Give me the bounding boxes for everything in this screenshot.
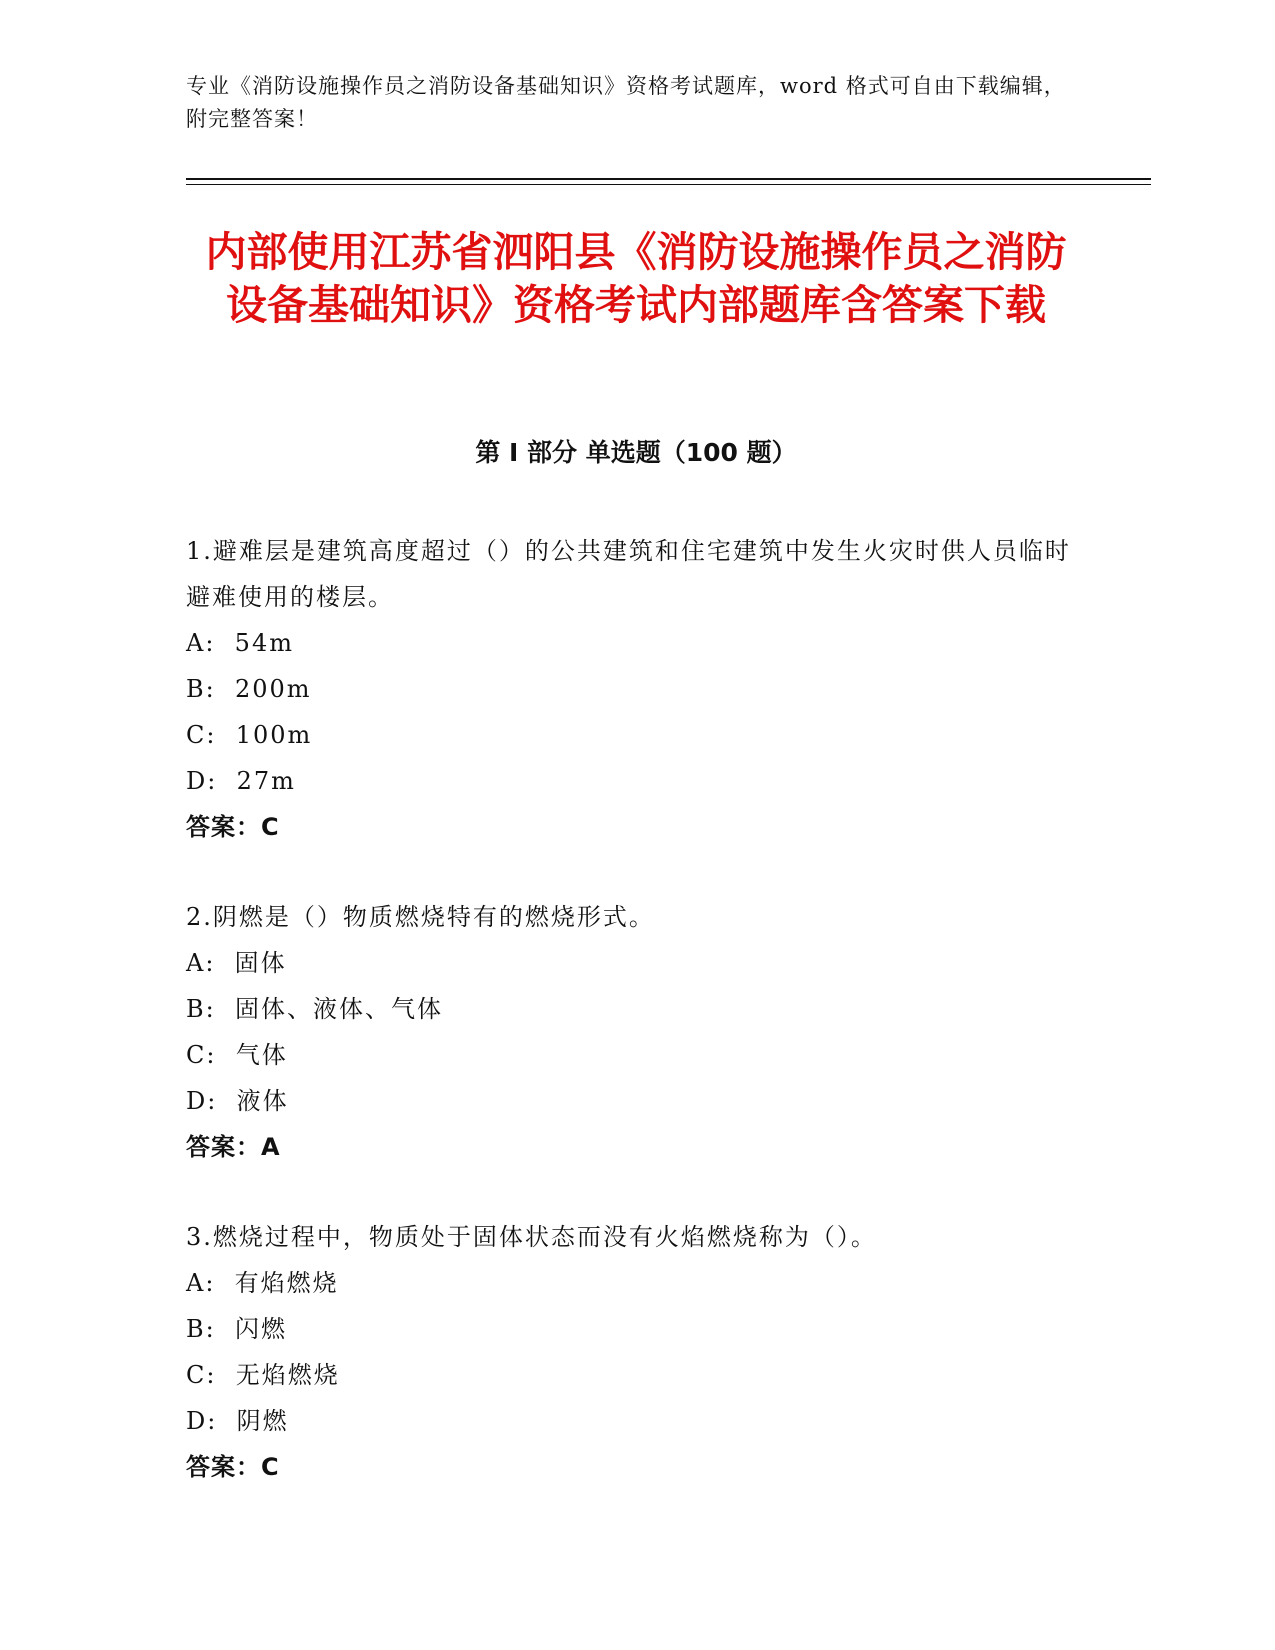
header-note: 专业《消防设施操作员之消防设备基础知识》资格考试题库，word 格式可自由下载编辑，附完整答案！ — [186, 74, 1066, 131]
document-title: 内部使用江苏省泗阳县《消防设施操作员之消防设备基础知识》资格考试内部题库含答案下载 — [205, 228, 1067, 329]
option-a: A: 54m — [186, 629, 294, 657]
option-d: D: 阴燃 — [186, 1407, 289, 1435]
option-d: D: 27m — [186, 767, 296, 795]
option-a: A: 固体 — [186, 949, 287, 977]
question-1 — [186, 528, 1086, 850]
answer-line: 答案：A — [186, 1133, 281, 1161]
question-3 — [186, 1214, 1086, 1490]
option-c: C: 无焰燃烧 — [186, 1361, 340, 1389]
option-b: B: 闪燃 — [186, 1315, 287, 1343]
option-a: A: 有焰燃烧 — [186, 1269, 339, 1297]
option-d: D: 液体 — [186, 1087, 289, 1115]
option-b: B: 固体、液体、气体 — [186, 995, 443, 1023]
answer-line: 答案：C — [186, 1453, 280, 1481]
option-b: B: 200m — [186, 675, 312, 703]
header-divider-thin — [186, 184, 1151, 185]
question-stem: 3.燃烧过程中，物质处于固体状态而没有火焰燃烧称为（）。 — [186, 1223, 877, 1251]
option-c: C: 气体 — [186, 1041, 288, 1069]
question-2 — [186, 894, 1086, 1170]
answer-line: 答案：C — [186, 813, 280, 841]
option-c: C: 100m — [186, 721, 313, 749]
header-divider-thick — [186, 178, 1151, 180]
question-list — [186, 528, 1086, 1534]
section-title: 第 I 部分 单选题（100 题） — [475, 438, 797, 467]
question-stem: 1.避难层是建筑高度超过（）的公共建筑和住宅建筑中发生火灾时供人员临时避难使用的楼层。 — [186, 537, 1071, 611]
question-stem: 2.阴燃是（）物质燃烧特有的燃烧形式。 — [186, 903, 655, 931]
